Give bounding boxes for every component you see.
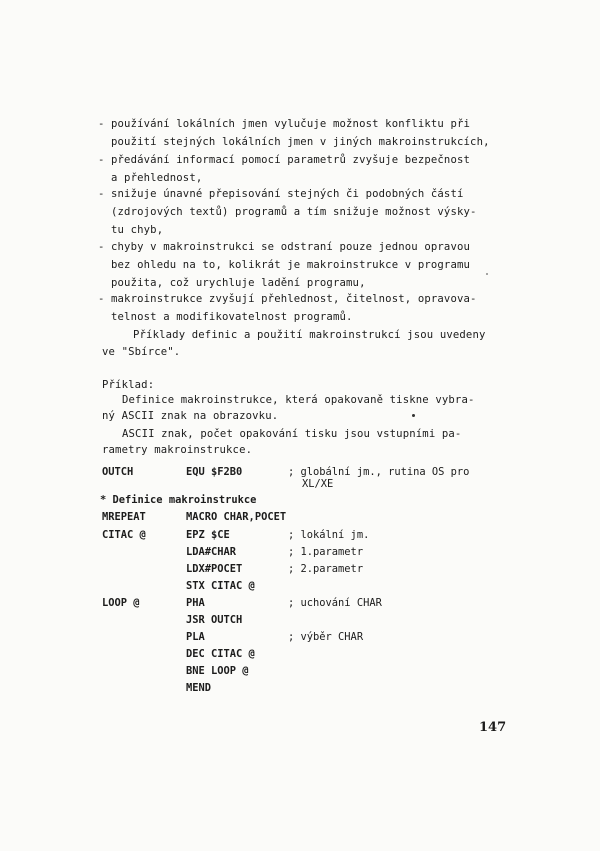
bullet-line: (zdrojových textů) programů a tím snižuje možnost výsky- xyxy=(111,206,477,218)
code-instruction: LDX#POCET xyxy=(186,563,243,575)
bullet-line: bez ohledu na to, kolikrát je makroinstrukce v programu xyxy=(111,259,471,271)
page-number: 147 xyxy=(479,720,507,735)
code-comment: ; výběr CHAR xyxy=(288,631,364,643)
code-instruction: EQU $F2B0 xyxy=(186,466,243,478)
bullet-line: makroinstrukce zvyšují přehlednost, čitelnost, opravova- xyxy=(111,293,477,305)
bullet-dash: - xyxy=(98,241,105,253)
bullet-dash: - xyxy=(98,118,105,130)
examples-paragraph-line: ve "Sbírce". xyxy=(102,346,181,358)
code-label: CITAC @ xyxy=(102,529,146,541)
bullet-line: používání lokálních jmen vylučuje možnost konfliktu při xyxy=(111,118,471,130)
bullet-line: chyby v makroinstrukci se odstraní pouze jednou opravou xyxy=(111,241,471,253)
bullet-line: použití stejných lokálních jmen v jiných makroinstrukcích, xyxy=(111,136,490,148)
code-label: OUTCH xyxy=(102,466,134,478)
bullet-dash: - xyxy=(98,293,105,305)
code-instruction: JSR OUTCH xyxy=(186,614,243,626)
code-instruction: EPZ $CE xyxy=(186,529,230,541)
scan-speck xyxy=(486,273,488,275)
code-comment: ; lokální jm. xyxy=(288,529,370,541)
example-desc-line: ASCII znak, počet opakování tisku jsou vstupními pa- xyxy=(122,428,462,440)
bullet-line: předávání informací pomocí parametrů zvyšuje bezpečnost xyxy=(111,154,471,166)
code-comment-line: * Definice makroinstrukce xyxy=(100,494,257,506)
bullet-line: a přehlednost, xyxy=(111,172,203,184)
code-comment: ; 1.parametr xyxy=(288,546,364,558)
code-comment: ; 2.parametr xyxy=(288,563,364,575)
example-desc-line: ný ASCII znak na obrazovku. xyxy=(102,410,279,422)
scan-speck xyxy=(412,414,415,417)
code-instruction: STX CITAC @ xyxy=(186,580,255,592)
bullet-line: tu chyb, xyxy=(111,224,164,236)
code-comment: ; globální jm., rutina OS pro xyxy=(288,466,470,478)
code-comment: ; uchování CHAR xyxy=(288,597,382,609)
bullet-dash: - xyxy=(98,188,105,200)
bullet-line: telnost a modifikovatelnost programů. xyxy=(111,311,353,323)
code-instruction: PLA xyxy=(186,631,205,643)
example-desc-line: rametry makroinstrukce. xyxy=(102,444,253,456)
code-instruction: MACRO CHAR,POCET xyxy=(186,511,287,523)
code-instruction: BNE LOOP @ xyxy=(186,665,249,677)
examples-paragraph-line: Příklady definic a použití makroinstrukcí jsou uvedeny xyxy=(133,329,486,341)
code-instruction: PHA xyxy=(186,597,205,609)
bullet-dash: - xyxy=(98,154,105,166)
code-instruction: LDA#CHAR xyxy=(186,546,237,558)
code-instruction: MEND xyxy=(186,682,212,694)
code-instruction: DEC CITAC @ xyxy=(186,648,255,660)
code-label: MREPEAT xyxy=(102,511,146,523)
example-desc-line: Definice makroinstrukce, která opakovaně tiskne vybra- xyxy=(122,394,475,406)
example-heading: Příklad: xyxy=(102,379,155,391)
bullet-line: použita, což urychluje ladění programu, xyxy=(111,277,366,289)
code-comment: XL/XE xyxy=(302,478,334,490)
bullet-line: snižuje únavné přepisování stejných či podobných částí xyxy=(111,188,464,200)
code-label: LOOP @ xyxy=(102,597,140,609)
